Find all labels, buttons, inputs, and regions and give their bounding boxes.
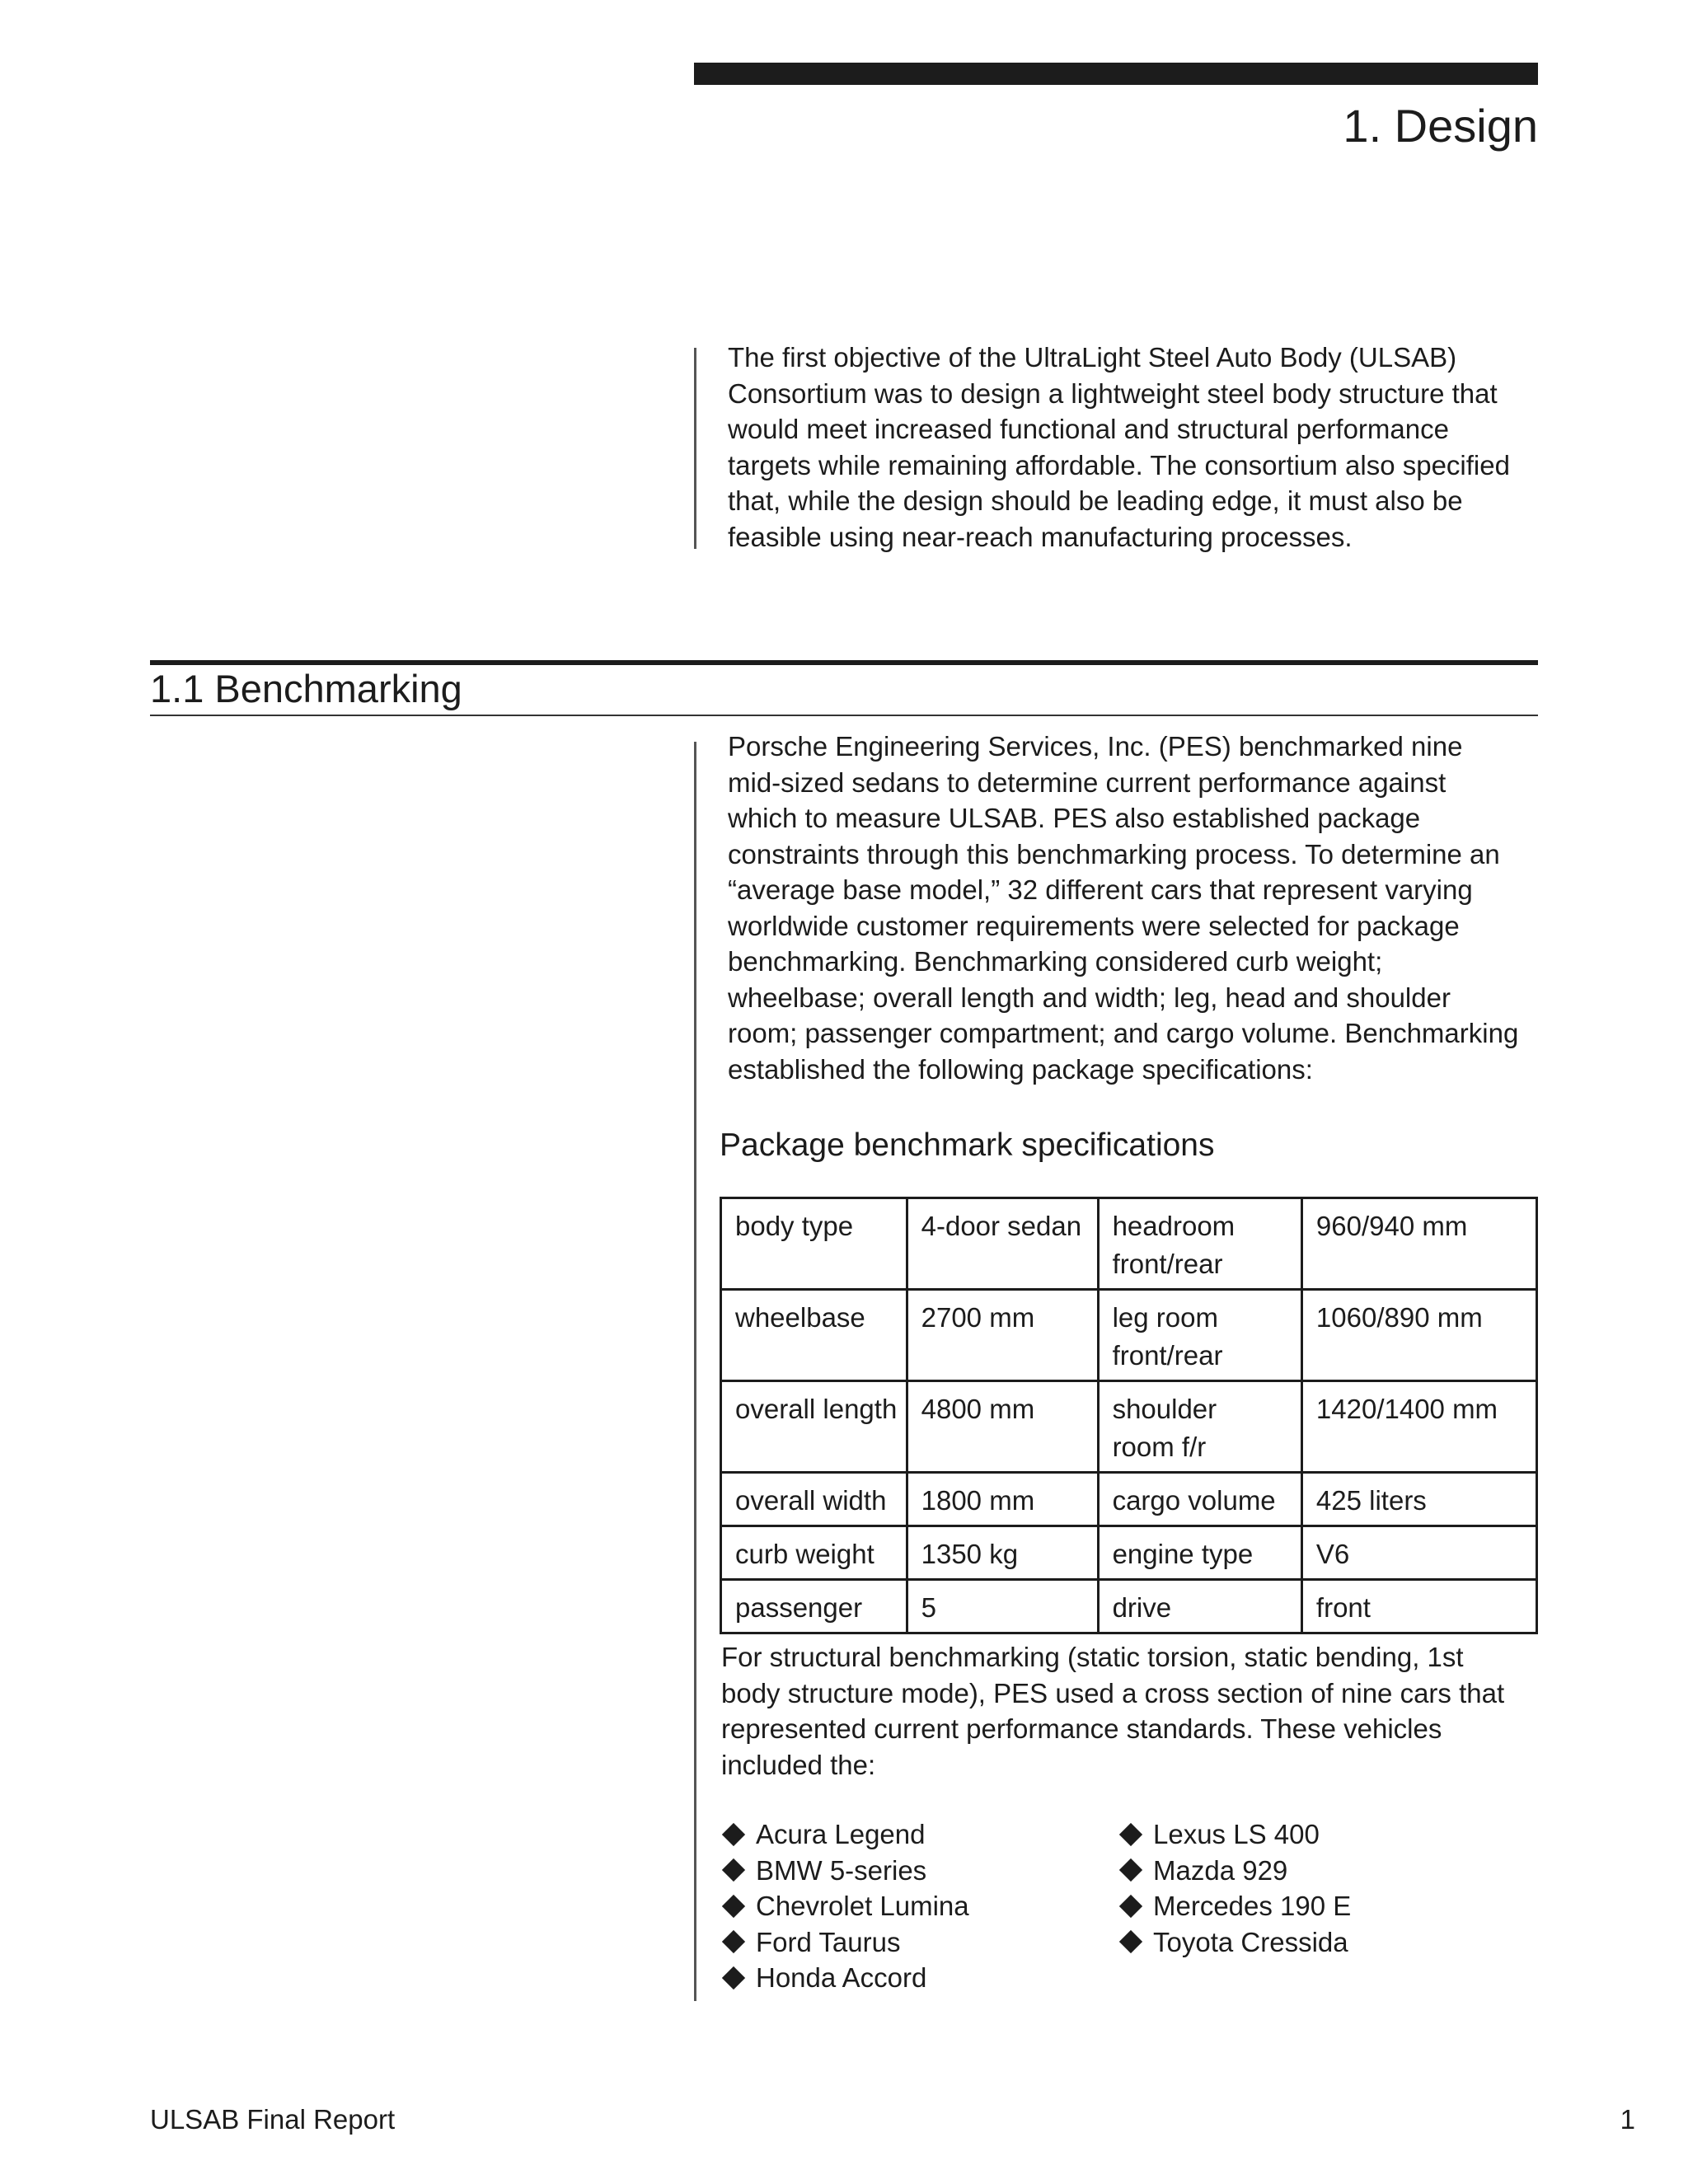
intro-margin-bar [694,348,696,549]
table-cell: 4-door sedan [907,1198,1098,1290]
benchmark-paragraph: Porsche Engineering Services, Inc. (PES) benchmarked nine mid-sized sedans to determine current performance against which to measure ULSAB. PES also established package constraints through this benchmarking process. To determine an “average base model,” 32 different cars that represent varying worldwide customer requirements were selected for package benchmarking. Benchmarking considered curb weight; wheelbase; overall length and width; leg, head and shoulder room; passenger compartment; and cargo volume. Benchmarking established the following package specifications: [728,731,1519,1085]
intro-paragraph: The first objective of the UltraLight Steel Auto Body (ULSAB) Consortium was to design a lightweight steel body structure that would meet increased functional and structural performance targets while remaining affordable. The consortium also specified that, while the design should be leading edge, it must also be feasible using near-reach manufacturing processes. [728,342,1510,552]
table-cell: body type [721,1198,907,1290]
table-cell: wheelbase [721,1290,907,1381]
list-item [721,1960,969,1996]
diamond-bullet-icon [1118,1858,1143,1882]
section-bottom-rule [150,715,1538,716]
table-row [721,1290,1537,1381]
table-cell: engine type [1098,1526,1301,1580]
table-row [721,1381,1537,1473]
table-cell: 1420/1400 mm [1301,1381,1536,1473]
table-row [721,1526,1537,1580]
section-title: 1.1 Benchmarking [150,667,462,710]
table-cell: curb weight [721,1526,907,1580]
vehicle-list-right [1118,1816,1351,1960]
chapter-title: 1. Design [1343,100,1538,152]
footer-page-number: 1 [1620,2104,1635,2135]
table-row [721,1198,1537,1290]
diamond-bullet-icon [1118,1894,1143,1919]
diamond-bullet-icon [721,1929,746,1954]
table-cell: cargo volume [1098,1473,1301,1526]
list-item [1118,1816,1351,1853]
table-caption: Package benchmark specifications [720,1127,1215,1163]
footer-report-name: ULSAB Final Report [150,2104,396,2135]
vehicle-name: Acura Legend [756,1819,926,1849]
table-cell: V6 [1301,1526,1536,1580]
section-top-rule [150,660,1538,665]
chapter-top-rule [694,63,1538,85]
table-cell: overall width [721,1473,907,1526]
table-cell: 5 [907,1580,1098,1633]
structural-paragraph: For structural benchmarking (static torsion, static bending, 1st body structure mode), PES used a cross section of nine cars that represented current performance standards. These vehicles included the: [721,1642,1505,1780]
table-cell: 4800 mm [907,1381,1098,1473]
table-cell: 425 liters [1301,1473,1536,1526]
spec-table [720,1197,1538,1634]
vehicle-name: Mazda 929 [1153,1854,1288,1886]
table-cell: headroom front/rear [1098,1198,1301,1290]
list-item [721,1924,969,1961]
table-cell: shoulder room f/r [1098,1381,1301,1473]
table-cell: 1350 kg [907,1526,1098,1580]
list-item [721,1888,969,1924]
vehicle-list-left [721,1816,969,1996]
vehicle-name: Toyota Cressida [1153,1926,1348,1957]
table-cell: drive [1098,1580,1301,1633]
diamond-bullet-icon [721,1822,746,1847]
table-cell: 1800 mm [907,1473,1098,1526]
table-row [721,1473,1537,1526]
section-margin-bar [694,742,696,2001]
table-cell: overall length [721,1381,907,1473]
table-cell: front [1301,1580,1536,1633]
diamond-bullet-icon [721,1858,746,1882]
table-cell: 1060/890 mm [1301,1290,1536,1381]
diamond-bullet-icon [721,1966,746,1990]
table-cell: leg room front/rear [1098,1290,1301,1381]
list-item [1118,1853,1351,1889]
list-item [1118,1924,1351,1961]
vehicle-name: Mercedes 190 E [1153,1891,1352,1921]
list-item [1118,1888,1351,1924]
table-cell: 2700 mm [907,1290,1098,1381]
table-cell: passenger [721,1580,907,1633]
vehicle-name: Lexus LS 400 [1153,1819,1320,1849]
table-cell: 960/940 mm [1301,1198,1536,1290]
list-item [721,1853,969,1889]
vehicle-name: Ford Taurus [756,1926,901,1957]
vehicle-name: Honda Accord [756,1962,927,1993]
diamond-bullet-icon [1118,1929,1143,1954]
vehicle-name: BMW 5-series [756,1854,927,1886]
table-row [721,1580,1537,1633]
diamond-bullet-icon [1118,1822,1143,1847]
vehicle-name: Chevrolet Lumina [756,1891,969,1921]
diamond-bullet-icon [721,1894,746,1919]
list-item [721,1816,969,1853]
